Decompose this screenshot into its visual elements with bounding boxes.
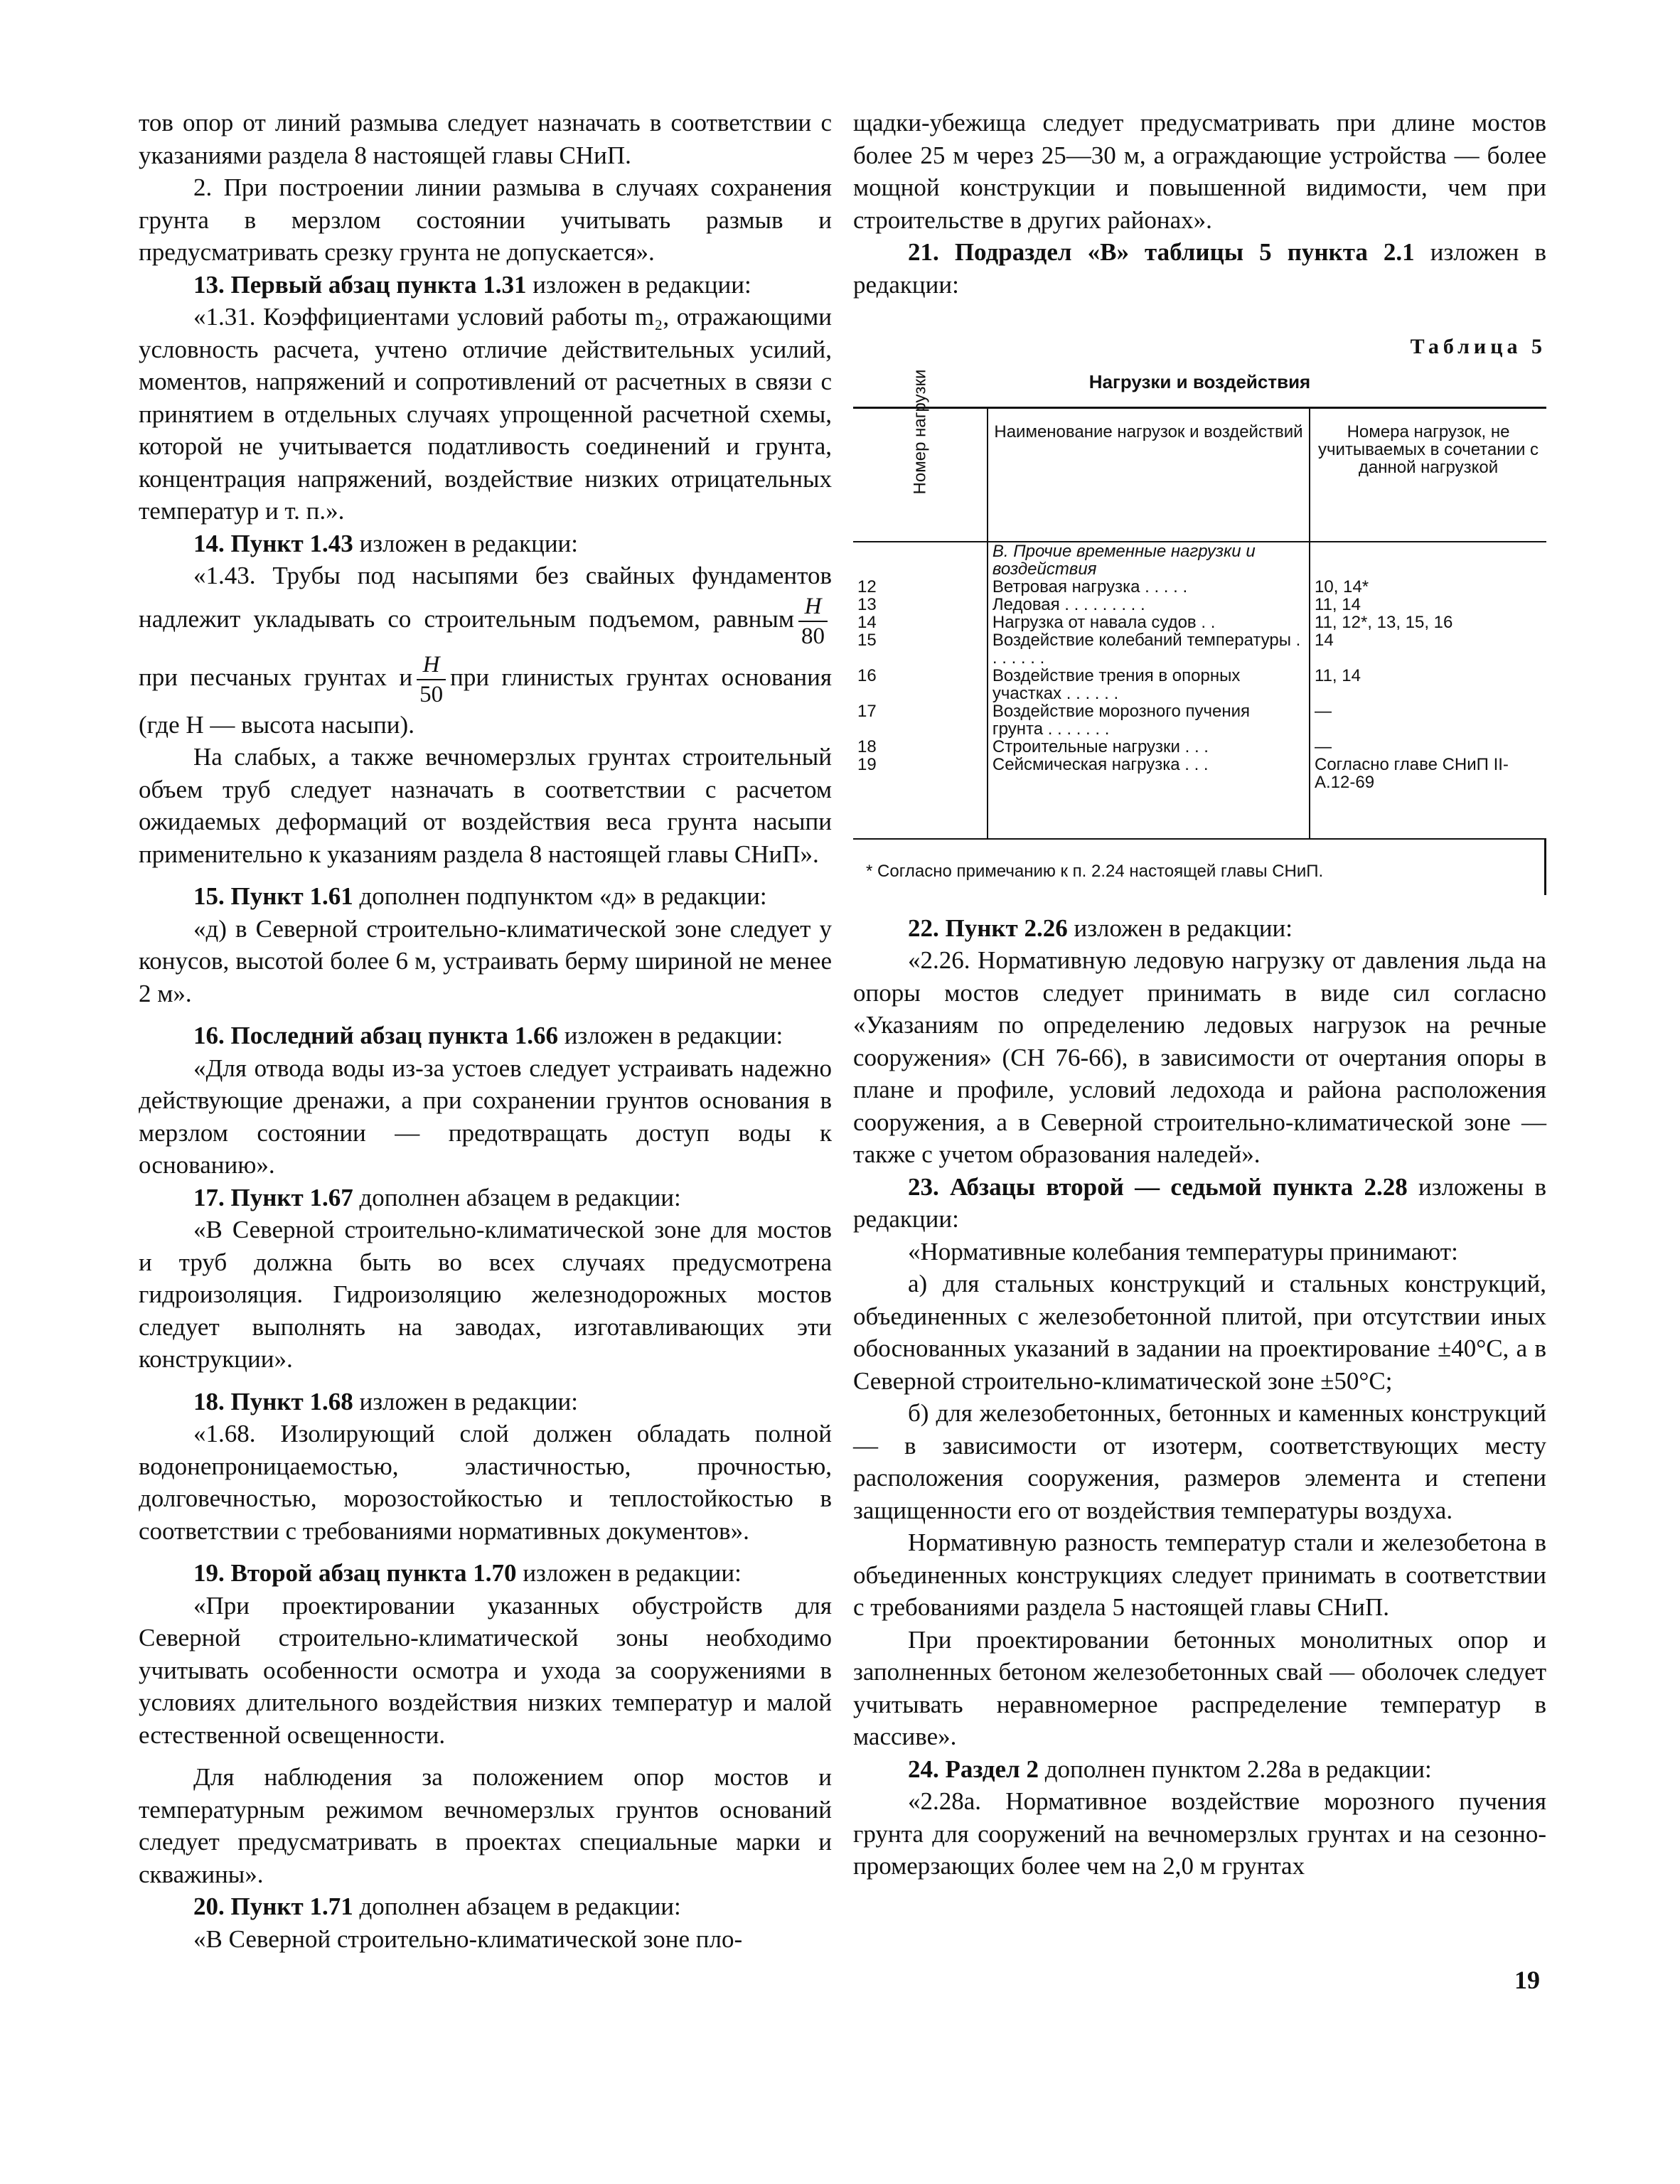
item-heading: 22. Пункт 2.26 bbox=[908, 914, 1068, 942]
table-body bbox=[853, 542, 1546, 838]
table-caption: Таблица 5 bbox=[1410, 335, 1546, 358]
page-number: 19 bbox=[1514, 1966, 1540, 1994]
item-heading-rest: изложены в редакции: bbox=[853, 1172, 1546, 1233]
item-heading: 19. Второй абзац пункта 1.70 bbox=[193, 1559, 517, 1587]
table-row bbox=[853, 596, 1546, 614]
item-heading-rest: дополнен абзацем в редакции: bbox=[353, 1893, 681, 1920]
item-heading: 24. Раздел 2 bbox=[908, 1755, 1039, 1783]
excluded-loads-cell: 10, 14* bbox=[1310, 578, 1546, 596]
paragraph: б) для железобетонных, бетонных и каменных конструкций — в зависимости от изотерм, соответствующих месту расположения сооружения, размеров элемента и степени защищенности его от воздействия температуры воздуха. bbox=[853, 1399, 1546, 1524]
item-heading-rest: дополнен подпунктом «д» в редакции: bbox=[353, 882, 767, 910]
column-header-excluded: Номера нагрузок, не учитываемых в сочетании с данной нагрузкой bbox=[1310, 408, 1546, 542]
excluded-loads-cell: 11, 14 bbox=[1310, 667, 1546, 702]
table-title: Нагрузки и воздействия bbox=[1088, 370, 1311, 392]
excluded-loads-cell: 14 bbox=[1310, 631, 1546, 667]
fraction-denominator: 50 bbox=[419, 681, 444, 707]
item-heading-rest: изложен в редакции: bbox=[516, 1559, 742, 1587]
paragraph bbox=[853, 1753, 1546, 1786]
item-heading-rest: изложен в редакции: bbox=[1067, 914, 1293, 942]
load-name-cell: Ледовая . . . . . . . . . bbox=[988, 596, 1310, 614]
table-row bbox=[853, 667, 1546, 702]
paragraph: «д) в Северной строительно-климатической зоне следует у конусов, высотой более 6 м, устраивать берму шириной не менее 2 м». bbox=[139, 914, 832, 1007]
fraction-denominator: 80 bbox=[801, 623, 825, 649]
table-cell bbox=[1310, 791, 1546, 838]
load-number-cell: 17 bbox=[857, 702, 877, 721]
column-header-text: Номер нагрузки bbox=[910, 369, 930, 495]
item-heading: 14. Пункт 1.43 bbox=[193, 529, 353, 557]
excluded-loads-cell: — bbox=[1310, 702, 1546, 738]
fraction bbox=[417, 651, 446, 709]
paragraph: щадки-убежища следует предусматривать при длине мостов более 25 м через 25—30 м, а ограждающие устройства — более мощной конструкции и повышенной видимости, чем при строительстве в других районах». bbox=[853, 109, 1546, 234]
paragraph: «Нормативные колебания температуры принимают: bbox=[908, 1237, 1458, 1265]
item-heading: 17. Пункт 1.67 bbox=[193, 1183, 353, 1211]
item-heading-rest: изложен в редакции: bbox=[353, 529, 578, 557]
item-heading-rest: дополнен пунктом 2.28а в редакции: bbox=[1038, 1755, 1432, 1783]
paragraph: «1.31. Коэффициентами условий работы m₂, отражающими условность расчета, учтено отличие действительных усилий, моментов, напряжений и сопротивлений от расчетных в связи с принятием в отдельных случаях упрощенной расчетной схемы, которой не учитывается податливость соединений и грунта, концентрация напряжений, воздействие низких отрицательных температур и т. п.». bbox=[139, 303, 832, 525]
text-run: при песчаных грунтах и bbox=[139, 663, 413, 691]
right-column bbox=[853, 107, 1546, 1883]
table-row bbox=[853, 738, 1546, 756]
load-number-cell: 13 bbox=[857, 595, 877, 614]
fraction-numerator: H bbox=[798, 592, 828, 622]
excluded-loads-cell: 11, 14 bbox=[1310, 596, 1546, 614]
paragraph: тов опор от линий размыва следует назначать в соответствии с указаниями раздела 8 настоящей главы СНиП. bbox=[139, 109, 832, 169]
table-row bbox=[853, 702, 1546, 738]
paragraph: «2.28а. Нормативное воздействие морозного пучения грунта для сооружений на вечномерзлых грунтах и на сезонно-промерзающих более чем на 2,0 м грунтах bbox=[853, 1787, 1546, 1880]
load-number-cell: 19 bbox=[857, 755, 877, 774]
item-heading: 18. Пункт 1.68 bbox=[193, 1387, 353, 1415]
left-column bbox=[139, 107, 832, 1955]
item-heading: 23. Абзацы второй — седьмой пункта 2.28 bbox=[908, 1172, 1408, 1201]
paragraph: «В Северной строительно-климатической зоне для мостов и труб должна быть во всех случаях предусмотрена гидроизоляция. Гидроизоляцию железнодорожных мостов следует выполнять на заводах, изготавливающих эти конструкции». bbox=[139, 1216, 832, 1373]
paragraph: На слабых, а также вечномерзлых грунтах строительный объем труб следует назначать в соответствии с расчетом ожидаемых деформаций от воздействия веса грунта насыпи применительно к указаниям раздела 8 настоящей главы СНиП». bbox=[139, 743, 832, 868]
paragraph: 2. При построении линии размыва в случаях сохранения грунта в мерзлом состоянии учитывать размыв и предусматривать срезку грунта не допускается». bbox=[139, 173, 832, 266]
item-heading-rest: дополнен абзацем в редакции: bbox=[353, 1183, 681, 1211]
table-row bbox=[853, 631, 1546, 667]
load-number-cell: 16 bbox=[857, 666, 877, 685]
load-name-cell: Строительные нагрузки . . . bbox=[988, 738, 1310, 756]
excluded-loads-cell: — bbox=[1310, 738, 1546, 756]
table-cell bbox=[853, 542, 988, 578]
load-name-cell: Воздействие морозного пучения грунта . . . . . . . bbox=[988, 702, 1310, 738]
table-cell bbox=[1310, 542, 1546, 578]
paragraph-with-fractions bbox=[139, 560, 832, 741]
column-header-number bbox=[853, 369, 988, 542]
paragraph: «Для отвода воды из-за устоев следует устраивать надежно действующие дренажи, а при сохранении грунтов основания в мерзлом состоянии — предотвращать доступ воды к основанию». bbox=[139, 1054, 832, 1179]
paragraph bbox=[139, 1890, 832, 1923]
item-heading: 16. Последний абзац пункта 1.66 bbox=[193, 1022, 559, 1049]
load-number-cell: 15 bbox=[857, 631, 877, 650]
table-row-spacer bbox=[853, 791, 1546, 838]
load-number-cell: 12 bbox=[857, 577, 877, 596]
table-row bbox=[853, 614, 1546, 631]
paragraph bbox=[139, 269, 832, 301]
text-run: при глинистых грунтах основания (где H — высота насыпи). bbox=[139, 663, 832, 739]
table-section-label: В. Прочие временные нагрузки и воздействия bbox=[988, 542, 1310, 578]
paragraph bbox=[139, 1386, 832, 1418]
paragraph bbox=[139, 528, 832, 560]
table-cell bbox=[988, 791, 1310, 838]
table-cell bbox=[853, 791, 988, 838]
paragraph bbox=[139, 1557, 832, 1590]
text-run: «1.43. Трубы под насыпями без свайных фундаментов надлежит укладывать со строительным подъемом, равным bbox=[139, 562, 832, 633]
item-heading-rest: изложен в редакции: bbox=[526, 270, 751, 299]
item-heading: 21. Подраздел «В» таблицы 5 пункта 2.1 bbox=[908, 238, 1415, 266]
column-header-name: Наименование нагрузок и воздействий bbox=[988, 408, 1310, 542]
item-heading-rest: изложен в редакции: bbox=[353, 1387, 578, 1415]
table-row bbox=[853, 578, 1546, 596]
paragraph: При проектировании бетонных монолитных опор и заполненных бетоном железобетонных свай — оболочек следует учитывать неравномерное распределение температур в массиве». bbox=[853, 1625, 1546, 1750]
load-name-cell: Нагрузка от навала судов . . bbox=[988, 614, 1310, 631]
paragraph: «В Северной строительно-климатической зоне пло- bbox=[193, 1925, 743, 1953]
paragraph: «При проектировании указанных обустройств для Северной строительно-климатической зоны необходимо учитывать особенности осмотра и ухода за сооружениями в условиях длительного воздействия низких температур и малой естественной освещенности. bbox=[139, 1591, 832, 1749]
load-name-cell: Воздействие колебаний температуры . . . . . . . bbox=[988, 631, 1310, 667]
paragraph bbox=[139, 880, 832, 913]
table-footnote: * Согласно примечанию к п. 2.24 настоящей главы СНиП. bbox=[853, 838, 1546, 895]
paragraph: Нормативную разность температур стали и железобетона в объединенных конструкциях следует принимать в соответствии с требованиями раздела 5 настоящей главы СНиП. bbox=[853, 1529, 1546, 1621]
load-number-cell: 14 bbox=[857, 613, 877, 632]
fraction bbox=[798, 592, 828, 651]
loads-table bbox=[853, 369, 1546, 838]
item-heading-rest: изложен в редакции: bbox=[558, 1022, 783, 1049]
paragraph: «2.26. Нормативную ледовую нагрузку от давления льда на опоры мостов следует принимать в виде сил согласно «Указаниям по определению ледовых нагрузок на речные сооружения» (СН 76-66), в зависимости от очертания опоры в плане и профиле, условий ледохода и района расположения сооружения, а в Северной строительно-климатической зоне — также с учетом образования наледей». bbox=[853, 946, 1546, 1168]
load-name-cell: Сейсмическая нагрузка . . . bbox=[988, 756, 1310, 791]
paragraph bbox=[853, 236, 1546, 301]
item-heading: 13. Первый абзац пункта 1.31 bbox=[193, 270, 527, 299]
paragraph: а) для стальных конструкций и стальных конструкций, объединенных с железобетонной плитой, при отсутствии иных обоснованных указаний в задании на проектирование ±40°С, а в Северной строительно-климатической зоне ±50°С; bbox=[853, 1270, 1546, 1395]
item-heading-rest: изложен в редакции: bbox=[853, 238, 1546, 299]
item-heading: 15. Пункт 1.61 bbox=[193, 882, 353, 910]
paragraph bbox=[139, 1182, 832, 1214]
load-number-cell: 18 bbox=[857, 737, 877, 756]
paragraph bbox=[853, 1171, 1546, 1236]
fraction-numerator: H bbox=[417, 651, 446, 680]
load-name-cell: Ветровая нагрузка . . . . . bbox=[988, 578, 1310, 596]
paragraph: Для наблюдения за положением опор мостов и температурным режимом вечномерзлых грунтов оснований следует предусматривать в проектах специальные марки и скважины». bbox=[139, 1763, 832, 1888]
excluded-loads-cell: 11, 12*, 13, 15, 16 bbox=[1310, 614, 1546, 631]
paragraph bbox=[853, 912, 1546, 945]
paragraph: «1.68. Изолирующий слой должен обладать полной водонепроницаемостью, эластичностью, прочностью, долговечностью, морозостойкостью и теплостойкостью в соответствии с требованиями нормативных документов». bbox=[139, 1420, 832, 1545]
paragraph bbox=[139, 1019, 832, 1052]
table-row bbox=[853, 756, 1546, 791]
excluded-loads-cell: Согласно главе СНиП II-А.12-69 bbox=[1310, 756, 1546, 791]
load-name-cell: Воздействие трения в опорных участках . . . . . . bbox=[988, 667, 1310, 702]
item-heading: 20. Пункт 1.71 bbox=[193, 1893, 353, 1920]
